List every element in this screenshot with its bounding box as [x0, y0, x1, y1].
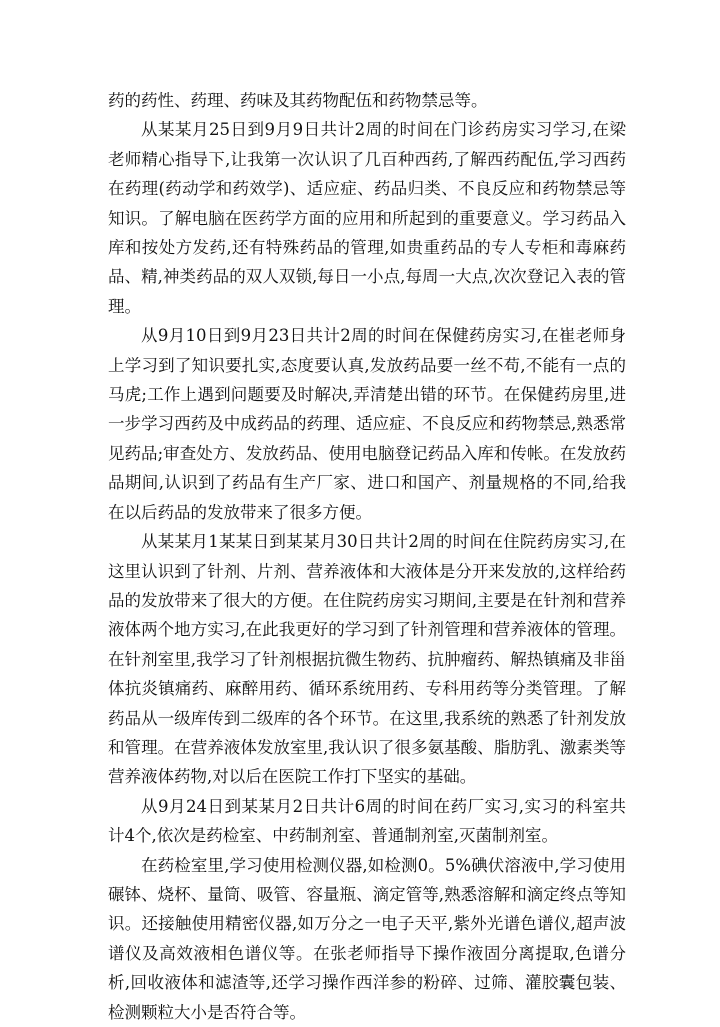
paragraph-outpatient-pharmacy: 从某某月25日到9月9日共计2周的时间在门诊药房实习学习,在梁老师精心指导下,让我第一次认识了几百种西药,了解西药配伍,学习西药在药理(药动学和药效学)、适应症、药品归类、不良反应和药物禁忌等知识。了解电脑在医药学方面的应用和所起到的重要意义。学习药品入库和按处方发药,还有特殊药品的管理,如贵重药品的专人专柜和毒麻药品、精,神类药品的双人双锁,每日一小点,每周一大点,次次登记入表的管理。	[108, 120, 626, 316]
paragraph-qc-lab: 在药检室里,学习使用检测仪器,如检测0。5%碘伏溶液中,学习使用碾钵、烧杯、量筒、吸管、容量瓶、滴定管等,熟悉溶解和滴定终点等知识。还接触使用精密仪器,如万分之一电子天平,紫外光谱色谱仪,超声波谱仪及高效液相色谱仪等。在张老师指导下操作液固分离提取,色谱分析,回收液体和滤渣等,还学习操作西洋参的粉碎、过筛、灌胶囊包装、检测颗粒大小是否符合等。	[108, 855, 626, 1022]
paragraph-intro-tail: 药的药性、药理、药味及其药物配伍和药物禁忌等。	[108, 91, 488, 110]
paragraph-health-pharmacy: 从9月10日到9月23日共计2周的时间在保健药房实习,在崔老师身上学习到了知识要扎实,态度要认真,发放药品要一丝不苟,不能有一点的马虎;工作上遇到问题要及时解决,弄清楚出错的环节。在保健药房里,进一步学习西药及中成药品的药理、适应症、不良反应和药物禁忌,熟悉常见药品;审查处方、发放药品、使用电脑登记药品入库和传帐。在发放药品期间,认识到了药品有生产厂家、进口和国产、剂量规格的不同,给我在以后药品的发放带来了很多方便。	[108, 326, 626, 522]
document-body	[108, 86, 626, 1027]
paragraph-inpatient-pharmacy: 从某某月1某某日到某某月30日共计2周的时间在住院药房实习,在这里认识到了针剂、片剂、营养液体和大液体是分开来发放的,这样给药品的发放带来了很大的方便。在住院药房实习期间,主要是在针剂和营养液体两个地方实习,在此我更好的学习到了针剂管理和营养液体的管理。在针剂室里,我学习了针剂根据抗微生物药、抗肿瘤药、解热镇痛及非甾体抗炎镇痛药、麻醉用药、循环系统用药、专科用药等分类管理。了解药品从一级库传到二级库的各个环节。在这里,我系统的熟悉了针剂发放和管理。在营养液体发放室里,我认识了很多氨基酸、脂肪乳、激素类等营养液体药物,对以后在医院工作打下坚实的基础。	[108, 532, 626, 787]
paragraph-pharma-factory: 从9月24日到某某月2日共计6周的时间在药厂实习,实习的科室共计4个,依次是药检室、中药制剂室、普通制剂室,灭菌制剂室。	[108, 796, 626, 846]
